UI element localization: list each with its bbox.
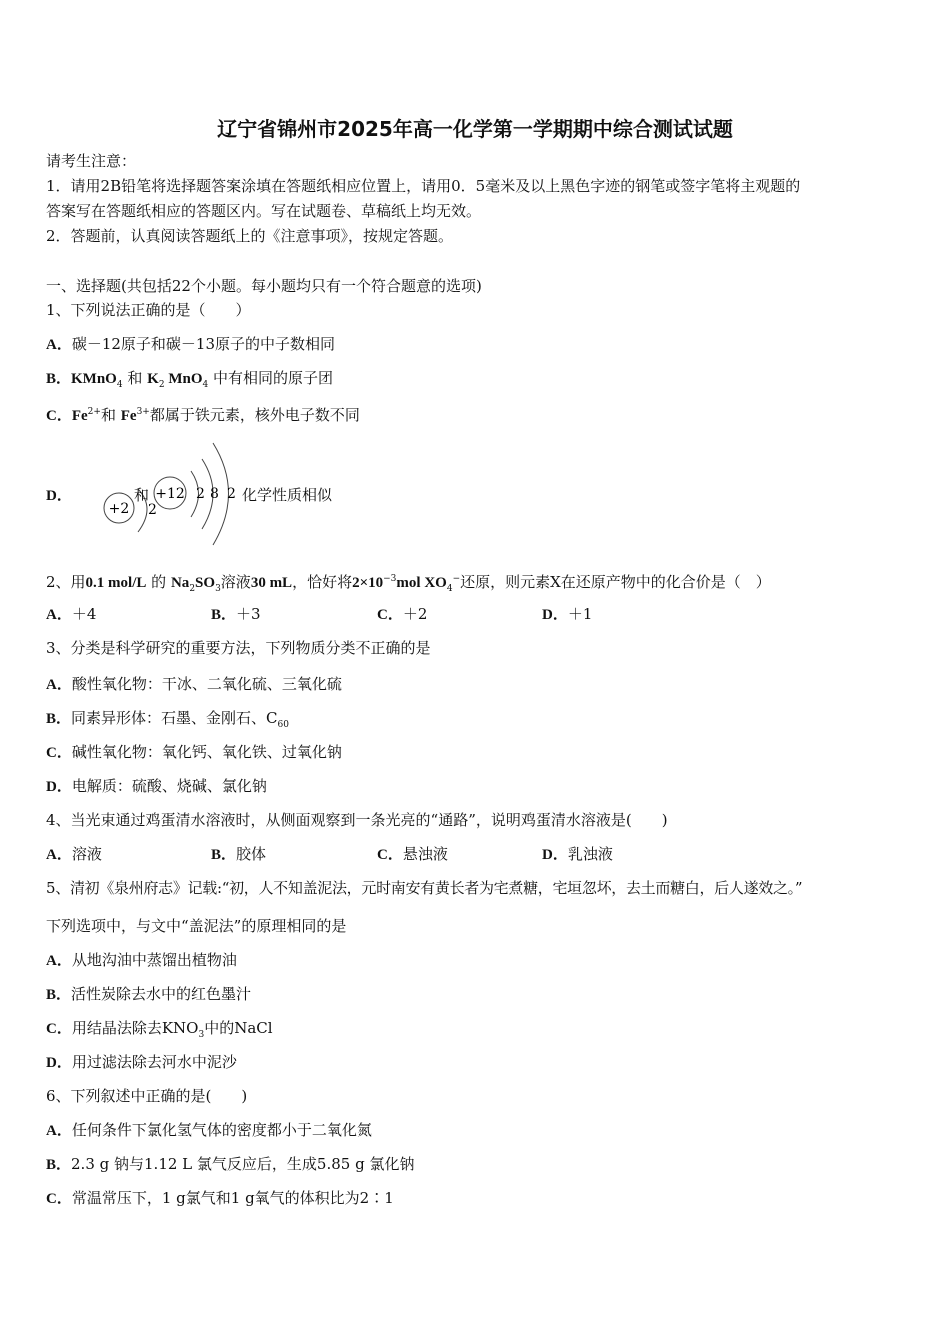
and-text: 和 xyxy=(134,486,150,504)
q1-option-a: A．碳－12原子和碳－13原子的中子数相同 xyxy=(46,335,336,353)
q3-option-c: C．碱性氧化物：氧化钙、氧化铁、过氧化钠 xyxy=(46,743,342,761)
page-title: 辽宁省锦州市2025年高一化学第一学期期中综合测试试题 xyxy=(217,117,733,141)
q6-option-c: C．常温常压下，1 g氯气和1 g氧气的体积比为2∶1 xyxy=(46,1189,394,1207)
q5-stem-cont: 下列选项中，与文中“盖泥法”的原理相同的是 xyxy=(46,917,347,935)
q4-option-d: D．乳浊液 xyxy=(542,845,613,863)
svg-text:+2: +2 xyxy=(108,501,130,517)
q5-option-d: D．用过滤法除去河水中泥沙 xyxy=(46,1053,237,1071)
q5-option-a: A．从地沟油中蒸馏出植物油 xyxy=(46,951,237,969)
svg-text:8: 8 xyxy=(210,486,219,502)
q3-option-b: B．同素异形体：石墨、金刚石、$C_{60}$ xyxy=(46,709,289,730)
q1-stem: 1、下列说法正确的是（ ） xyxy=(46,301,251,319)
svg-text:2: 2 xyxy=(148,502,157,518)
q1-option-d: D． +2 2 和 +12 2 8 2 化学性质相似 xyxy=(46,485,72,506)
q6-stem: 6、下列叙述中正确的是( ) xyxy=(46,1087,248,1105)
q4-option-a: A．溶液 xyxy=(46,845,102,863)
q2-option-d: D．＋1 xyxy=(542,605,593,623)
q4-option-c: C．悬浊液 xyxy=(377,845,448,863)
q3-stem: 3、分类是科学研究的重要方法，下列物质分类不正确的是 xyxy=(46,639,431,657)
option-d-tail: 化学性质相似 xyxy=(242,486,333,504)
q2-option-c: C．＋2 xyxy=(377,605,428,623)
q2-option-b: B．＋3 xyxy=(211,605,261,623)
q6-option-a: A．任何条件下氯化氢气体的密度都小于二氧化氮 xyxy=(46,1121,372,1139)
q6-option-b: B．2.3 g 钠与1.12 L 氯气反应后，生成5.85 g 氯化钠 xyxy=(46,1155,415,1173)
q2-option-a: A．＋4 xyxy=(46,605,97,623)
q4-option-b: B．胶体 xyxy=(211,845,267,863)
svg-text:+12: +12 xyxy=(155,486,185,502)
atom-structure-diagram-mg xyxy=(150,435,250,550)
q3-option-d: D．电解质：硫酸、烧碱、氯化钠 xyxy=(46,777,267,795)
q5-option-c: C．用结晶法除去$KNO_3$中的NaCl xyxy=(46,1019,273,1040)
note-1: 1．请用2B铅笔将选择题答案涂填在答题纸相应位置上，请用0．5毫米及以上黑色字迹的钢笔或签字笔将主观题的 xyxy=(46,177,801,195)
q5-stem: 5、清初《泉州府志》记载:“初，人不知盖泥法，元时南安有黄长者为宅煮糖，宅垣忽坏，去土而糖白，后人遂效之。” xyxy=(46,879,803,897)
q1-option-b: B．KMnO$_4$ 和 $K_2$ MnO$_4$ 中有相同的原子团 xyxy=(46,369,334,390)
note-2: 2．答题前，认真阅读答题纸上的《注意事项》，按规定答题。 xyxy=(46,227,454,245)
q1-option-c: C．$Fe^{2+}$和 $Fe^{3+}$都属于铁元素，核外电子数不同 xyxy=(46,406,360,424)
q4-stem: 4、当光束通过鸡蛋清水溶液时，从侧面观察到一条光亮的“通路”，说明鸡蛋清水溶液是( ) xyxy=(46,811,668,829)
q2-stem: 2、用0.1 mol/L 的 $Na_2SO_3$溶液30 mL，恰好将$2\times 10^{-3}mol$ $XO_4^-$还原，则元素X在还原产物中的化合价是（ ） xyxy=(46,573,771,594)
q3-option-a: A．酸性氧化物：干冰、二氧化硫、三氧化硫 xyxy=(46,675,342,693)
svg-text:2: 2 xyxy=(227,486,236,502)
notes-heading: 请考生注意： xyxy=(46,152,137,170)
section-heading: 一、选择题(共包括22个小题。每小题均只有一个符合题意的选项) xyxy=(46,277,482,295)
note-1-cont: 答案写在答题纸相应的答题区内。写在试题卷、草稿纸上均无效。 xyxy=(46,202,482,220)
q5-option-b: B．活性炭除去水中的红色墨汁 xyxy=(46,985,252,1003)
svg-text:2: 2 xyxy=(196,486,205,502)
